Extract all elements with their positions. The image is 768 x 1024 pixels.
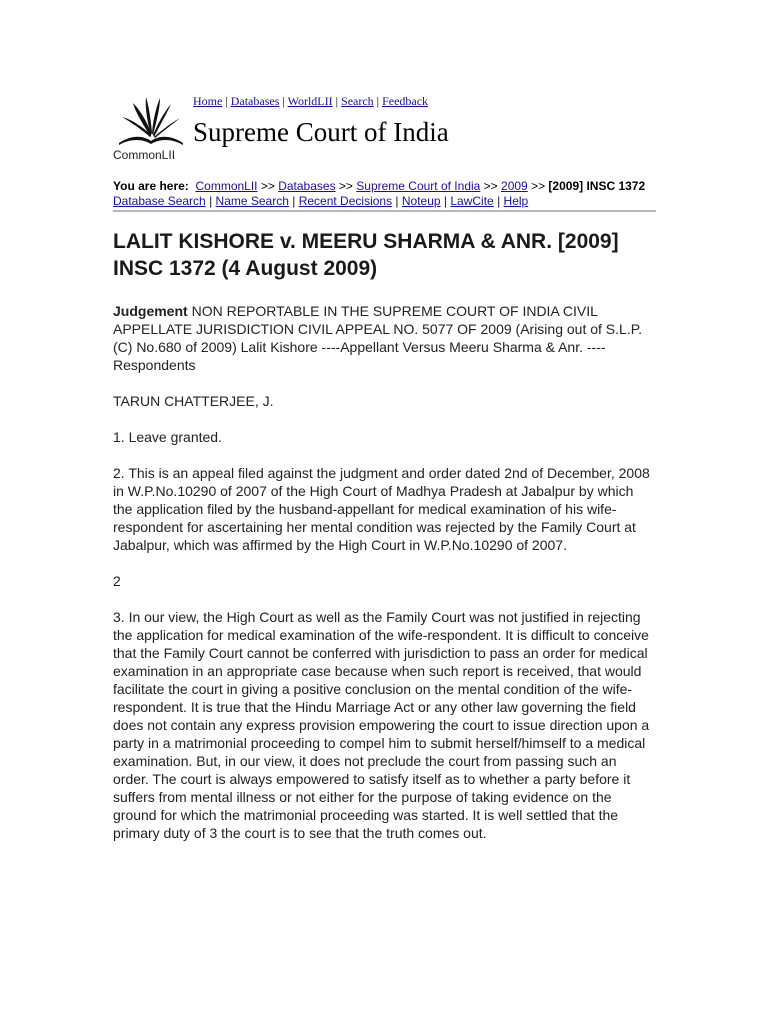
site-title: Supreme Court of India (193, 117, 449, 147)
breadcrumb-item-year[interactable]: 2009 (501, 179, 528, 193)
nav-separator: | (222, 94, 231, 108)
judgement-intro-paragraph (113, 302, 656, 374)
subnav-separator: | (440, 194, 451, 208)
database-search-link[interactable]: Database Search (113, 194, 206, 208)
breadcrumb-label: You are here: (113, 179, 189, 193)
nav-separator: | (332, 94, 342, 108)
subnav-separator: | (493, 194, 504, 208)
book-fan-icon (113, 97, 189, 147)
nav-search-link[interactable]: Search (341, 94, 374, 108)
page-container (113, 92, 656, 860)
nav-separator: | (279, 94, 288, 108)
judgement-body (113, 302, 656, 842)
breadcrumb: You are here: CommonLII >> Databases >> Supreme Court of India >> 2009 >> [2009] INSC 1372 (113, 179, 646, 193)
recent-decisions-link[interactable]: Recent Decisions (298, 194, 393, 208)
noteup-link[interactable]: Noteup (401, 194, 441, 208)
nav-worldlii-link[interactable]: WorldLII (287, 94, 333, 108)
help-link[interactable]: Help (503, 194, 529, 208)
top-navigation (193, 94, 428, 109)
paragraph-3: 3. In our view, the High Court as well as the Family Court was not justified in rejecting the application for medical examination of the wife-respondent. It is difficult to conceive that the Family Court cannot be conferred with jurisdiction to pass an order for medical examination in an appropriate case because when such report is received, that would facilitate the court in giving a positive conclusion on the mental condition of the wife-respondent. It is true that the Hindu Marriage Act or any other law governing the field does not contain any express provision empowering the court to issue direction upon a party in a matrimonial proceeding to compel him to submit herself/himself to a medical examination. But, in our view, it does not preclude the court from passing such an order. The court is always empowered to satisfy itself as to whether a party before it suffers from mental illness or not either for the purpose of taking evidence on the ground for which the matrimonial proceeding was started. It is well settled that the primary duty of 3 the court is to see that the truth comes out. (113, 609, 650, 841)
nav-home-link[interactable]: Home (193, 94, 223, 108)
breadcrumb-item-supreme-court[interactable]: Supreme Court of India (356, 179, 481, 193)
site-header (113, 92, 656, 164)
header-divider (113, 210, 656, 212)
commonlii-logo[interactable] (113, 97, 189, 162)
page-number: 2 (113, 573, 121, 589)
breadcrumb-item-commonlii[interactable]: CommonLII (195, 179, 258, 193)
subnav-separator: | (392, 194, 402, 208)
nav-feedback-link[interactable]: Feedback (382, 94, 429, 108)
subnav-separator: | (205, 194, 216, 208)
breadcrumb-item-databases[interactable]: Databases (278, 179, 336, 193)
paragraph-1: 1. Leave granted. (113, 429, 222, 445)
name-search-link[interactable]: Name Search (215, 194, 289, 208)
paragraph-2: 2. This is an appeal filed against the judgment and order dated 2nd of December, 2008 in W.P.No.10290 of 2007 of the High Court of Madhya Pradesh at Jabalpur by which the application filed by the husband-appellant for medical examination of his wife-respondent for ascertaining her mental condition was rejected by the Family Court at Jabalpur, which was affirmed by the High Court in W.P.No.10290 of 2007. (113, 465, 650, 553)
case-title: LALIT KISHORE v. MEERU SHARMA & ANR. [2009] INSC 1372 (4 August 2009) (113, 230, 619, 280)
lawcite-link[interactable]: LawCite (450, 194, 494, 208)
nav-separator: | (373, 94, 383, 108)
breadcrumb-current: [2009] INSC 1372 (548, 179, 646, 193)
judgement-label: Judgement (113, 303, 188, 319)
nav-databases-link[interactable]: Databases (230, 94, 280, 108)
subnav-separator: | (288, 194, 299, 208)
logo-text: CommonLII (113, 148, 176, 162)
judgement-intro-text: NON REPORTABLE IN THE SUPREME COURT OF INDIA CIVIL APPELLATE JURISDICTION CIVIL APPEAL NO. 5077 OF 2009 (Arising out of S.L.P. (C) No.680 of 2009) Lalit Kishore ----Appellant Versus Meeru Sharma & Anr. ----Respondents (113, 303, 643, 373)
sub-navigation (113, 194, 656, 208)
judge-name: TARUN CHATTERJEE, J. (113, 393, 274, 409)
